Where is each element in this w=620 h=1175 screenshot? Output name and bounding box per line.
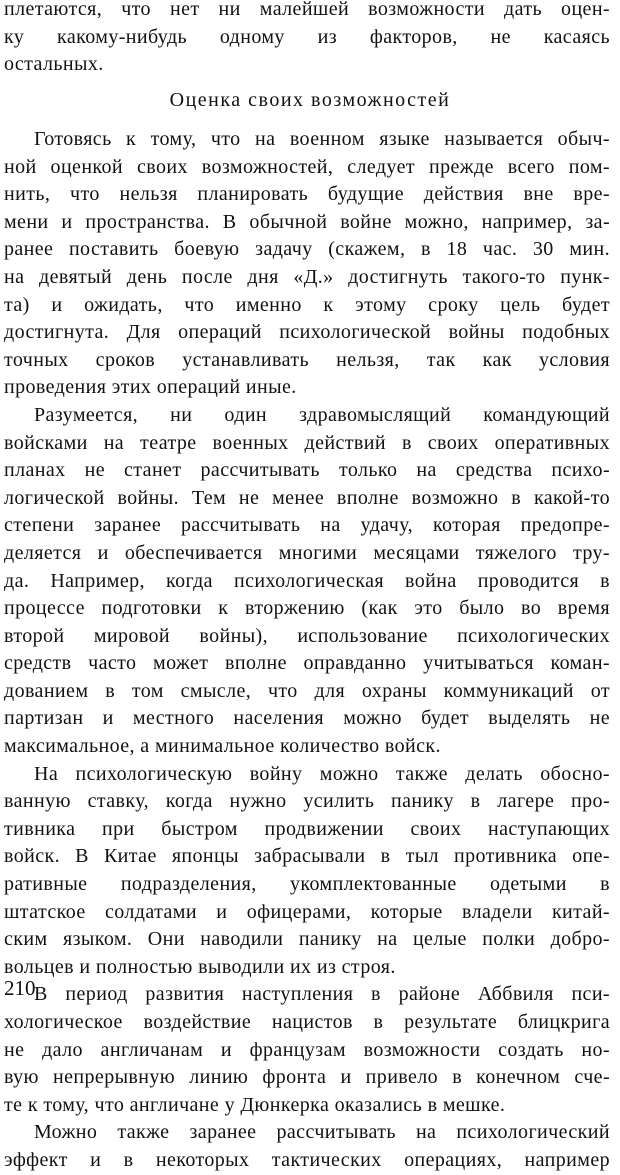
text-line: На психологическую войну можно также делать обосно- [34, 762, 610, 785]
text-line: ративные подразделения, укомплектованные одетыми в [4, 873, 610, 896]
text-line: достигнута. Для операций психологической войны подобных [4, 321, 610, 344]
text-line: ной оценкой своих возможностей, следует прежде всего пом- [4, 155, 610, 178]
text-line: Разумеется, ни один здравомыслящий командующий [34, 403, 610, 426]
text-line: проведения этих операций иные. [4, 376, 297, 399]
text-line: планах не станет рассчитывать только на средства психо- [4, 459, 610, 482]
text-line: вую непрерывную линию фронта и привело в конечном сче- [4, 1066, 610, 1089]
text-line: войск. В Китае японцы забрасывали в тыл противника опе- [4, 845, 610, 868]
text-line: степени заранее рассчитывать на удачу, которая предопре- [4, 514, 610, 537]
text-line: остальных. [4, 53, 104, 76]
text-line: точных сроков устанавливать нельзя, так как условия [4, 348, 610, 371]
text-line: штатское солдатами и офицерами, которые владели китай- [4, 900, 610, 923]
body-text [4, 126, 610, 1175]
text-line: войсками на театре военных действий в своих оперативных [4, 431, 610, 454]
text-line: те к тому, что англичане у Дюнкерка оказались в мешке. [4, 1093, 506, 1116]
text-line: хологическое воздействие нацистов в результате блицкрига [4, 1011, 610, 1033]
text-line: ским языком. Они наводили панику на целые полки добро- [4, 928, 610, 951]
section-heading: Оценка своих возможностей [169, 89, 451, 111]
text-line: тивника при быстром продвижении своих наступающих [4, 817, 610, 840]
text-line: эффект и в некоторых тактических операциях, например [4, 1148, 610, 1171]
text-line: ранее поставить боевую задачу (скажем, в 18 час. 30 мин. [4, 238, 610, 261]
text-line: вольцев и полностью выводили их из строя. [4, 955, 396, 978]
text-line: средств часто может вполне оправданно учитываться коман- [4, 652, 610, 675]
text-line: процессе подготовки к вторжению (как это было во время [4, 597, 610, 620]
text-line: деляется и обеспечивается многими месяцами тяжелого тру- [4, 541, 610, 564]
text-line: на девятый день после дня «Д.» достигнуть такого-то пунк- [4, 265, 610, 288]
text-line: логической войны. Тем не менее вполне возможно в какой-то [4, 486, 610, 509]
text-line: партизан и местного населения можно будет выделять не [4, 707, 610, 730]
text-line: Готовясь к тому, что на военном языке называется обыч- [34, 128, 610, 150]
top-paragraph [4, 0, 610, 79]
text-line: да. Например, когда психологическая война проводится в [4, 569, 610, 592]
text-line: В период развития наступления в районе Аббвиля пси- [34, 983, 610, 1006]
text-line: дованием в том смысле, что для охраны коммуникаций от [4, 679, 610, 702]
text-line: не дало англичанам и французам возможности создать но- [4, 1038, 610, 1061]
text-line: ку какому-нибудь одному из факторов, не касаясь [4, 25, 610, 48]
text-line: ванную ставку, когда нужно усилить панику в лагере про- [4, 790, 610, 813]
text-line: второй мировой войны), использование психологических [4, 624, 610, 647]
text-line: мени и пространства. В обычной войне можно, например, за- [4, 210, 610, 233]
text-line: плетаются, что нет ни малейшей возможности дать оцен- [4, 0, 610, 20]
text-line: максимальное, а минимальное количество войск. [4, 735, 441, 758]
text-line: та) и ожидать, что именно к этому сроку цель будет [4, 293, 610, 316]
text-line: Можно также заранее рассчитывать на психологический [34, 1121, 610, 1144]
page-number: 210 [4, 976, 36, 1000]
text-line: нить, что нельзя планировать будущие действия вне вре- [4, 183, 610, 206]
